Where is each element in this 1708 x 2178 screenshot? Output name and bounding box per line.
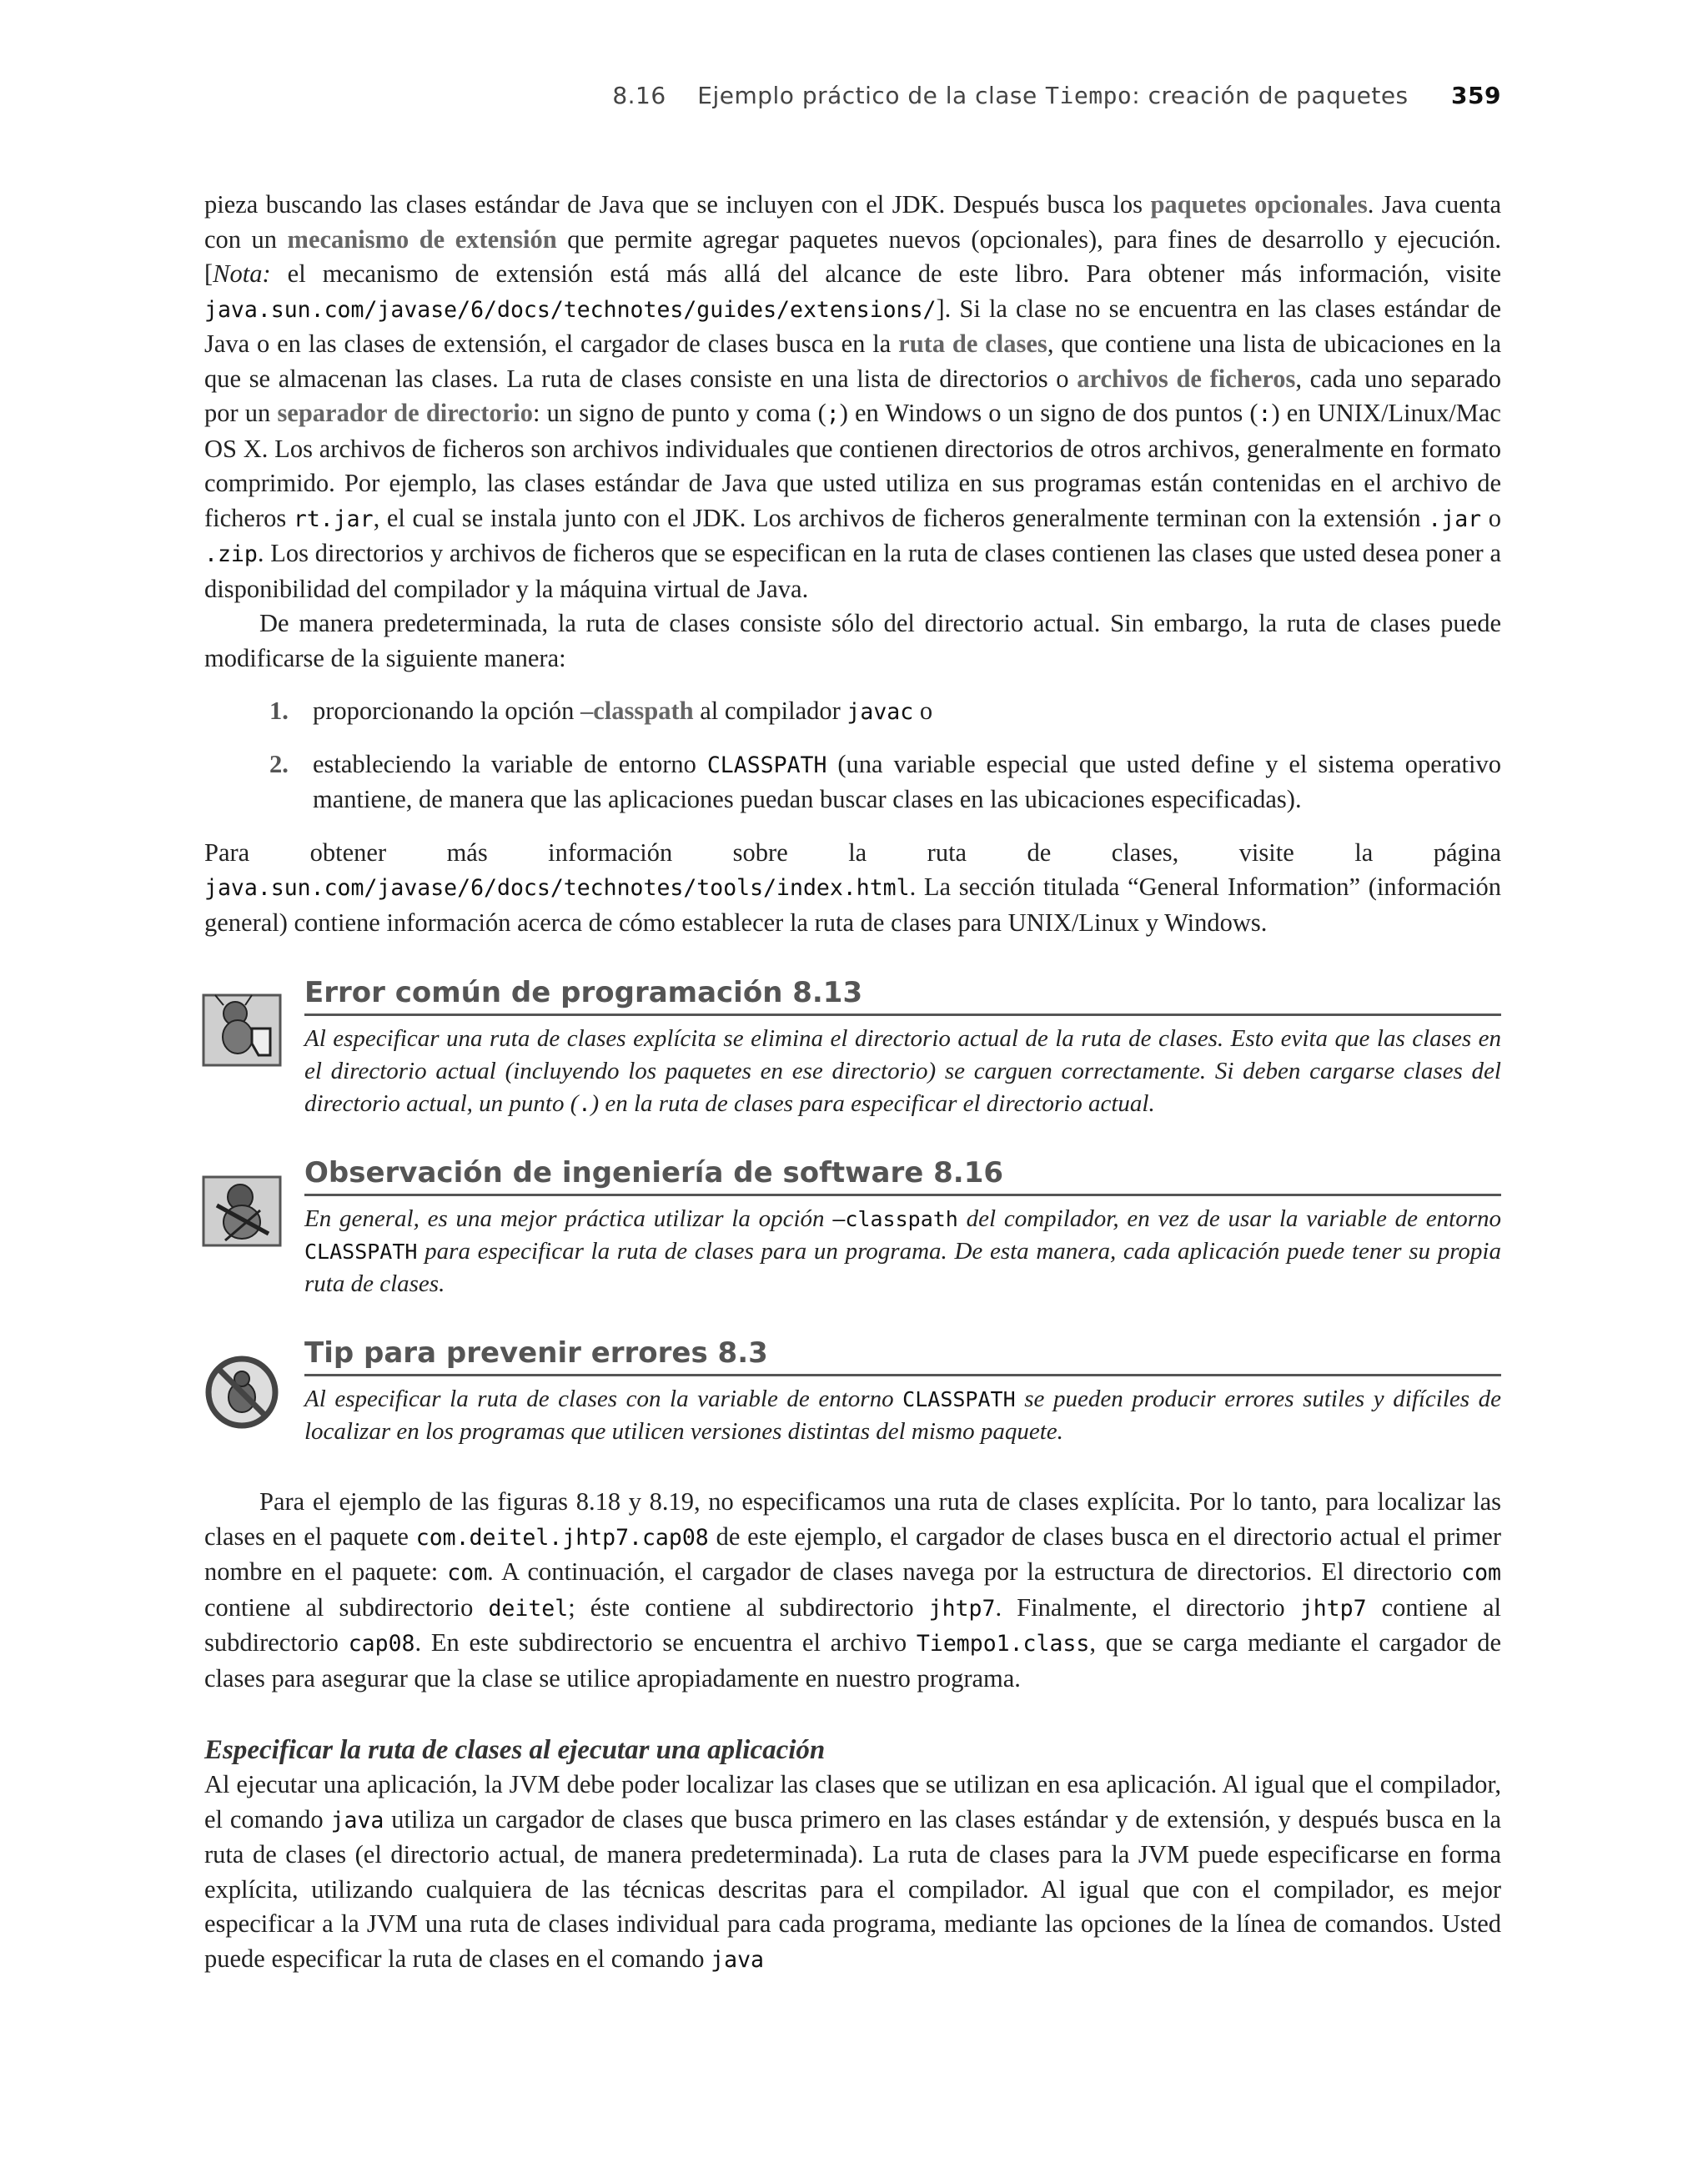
paragraph-5 [204,1768,1501,1977]
text-run: Para el ejemplo de las figuras 8.18 y 8.19, no especificamos una ruta de clases explícita. Por lo tanto, para localizar las clases en el paquete [204,1487,1501,1551]
steps-list [204,694,1501,817]
list-number: 1. [269,697,289,725]
text-run: ) en la ruta de clases para especificar el directorio actual. [590,1090,1155,1117]
text-run: Al especificar la ruta de clases con la variable de entorno [304,1386,903,1412]
text-run: (una variable especial que usted define y el sistema operativo mantiene, de manera que las aplicaciones puedan buscar clases en las ubicaciones especificadas). [313,749,1501,813]
class-file-code: Tiempo1.class [916,1631,1090,1657]
list-item [204,747,1501,817]
dot-code: . [578,1092,591,1116]
paragraph-3 [204,836,1501,941]
no-bug-icon [200,1349,284,1432]
text-run: de este ejemplo, el cargador de clases busca en el directorio actual el primer nombre en el paquete: [204,1522,1501,1586]
classpath-env-code: CLASSPATH [902,1387,1016,1411]
header-title-post: : creación de paquetes [1132,82,1409,109]
text-run: ]. Si la clase no se encuentra en las clases estándar de Java o en las clases de extensión, el cargador de clases busca en la [204,294,1501,358]
text-run: del compilador, en vez de usar la variable de entorno [957,1205,1501,1232]
text-run: o [1481,503,1501,532]
text-run: contiene al subdirectorio [204,1592,1501,1657]
bug-thumbs-down-icon [200,988,284,1072]
header-title-pre: Ejemplo práctico de la clase [697,82,1037,109]
classpath-env-code: CLASSPATH [706,752,827,778]
header-title-code: Tiempo [1045,82,1133,109]
text-run: . A continuación, el cargador de clases navega por la estructura de directorios. El directorio [487,1557,1462,1586]
text-run: ; éste contiene al subdirectorio [568,1592,929,1622]
tip-text [304,1203,1501,1300]
jhtp7-code: jhtp7 [1299,1595,1367,1622]
text-run: al compilador [693,697,847,725]
text-run: el mecanismo de extensión está más allá del alcance de este libro. Para obtener más información, visite [270,259,1501,288]
text-run: Al ejecutar una aplicación, la JVM debe poder localizar las clases que se utilizan en esa aplicación. Al igual que el compilador, el comando [204,1770,1501,1833]
com-code: com [447,1560,488,1586]
text-run: . En este subdirectorio se encuentra el archivo [414,1628,917,1657]
jhtp7-code: jhtp7 [928,1595,996,1622]
bug-builder-icon [200,1169,284,1252]
semicolon-code: ; [826,401,840,427]
running-header [612,82,1501,118]
text-run: . Finalmente, el directorio [995,1592,1300,1622]
zip-ext-code: .zip [204,541,258,567]
java-command-code: java [330,1807,384,1833]
text-run: En general, es una mejor práctica utilizar la opción [304,1205,833,1232]
text-run: o [913,697,933,725]
extensions-url: java.sun.com/javase/6/docs/technotes/guides/extensions/ [204,296,937,323]
text-run: . Java cuenta con un [204,190,1502,254]
text-run: Al especificar una ruta de clases explícita se elimina el directorio actual de la ruta de clases. Esto evita que las clases en el directorio actual (incluyendo los paquetes en ese directorio) se carguen correctamente. Si deben cargarse clases del directorio actual, un punto ( [304,1025,1501,1117]
text-run: que permite agregar paquetes nuevos (opcionales), para fines de desarrollo y ejecución. [ [204,224,1501,288]
java-command-code: java [711,1946,764,1973]
tip-title: Tip para prevenir errores 8.3 [304,1334,1501,1376]
paragraph-1 [204,188,1501,606]
page-number: 359 [1451,82,1501,109]
tip-text [304,1383,1501,1448]
tip-box [204,1154,1501,1300]
jar-ext-code: .jar [1428,506,1482,532]
cap08-code: cap08 [348,1631,415,1657]
section-subheading: Especificar la ruta de clases al ejecutar una aplicación [204,1735,826,1765]
nota-label: Nota: [213,259,271,288]
main-text [204,188,1501,1977]
paragraph-4 [204,1485,1501,1696]
text-run: , el cual se instala junto con el JDK. Los archivos de ficheros generalmente terminan con la extensión [373,503,1429,532]
tools-url: java.sun.com/javase/6/docs/technotes/tools/index.html [204,875,910,901]
text-run: ) en Windows o un signo de dos puntos ( [839,399,1258,427]
text-run: contiene al subdirectorio [204,1592,489,1622]
text-run: para especificar la ruta de clases para un programa. De esta manera, cada aplicación puede tener su propia ruta de clases. [304,1238,1501,1297]
rt-jar-code: rt.jar [293,506,374,532]
colon-code: : [1258,401,1272,427]
text-run: . La sección titulada “General Information” (información general) contiene información acerca de cómo establecer la ruta de clases para UNIX/Linux y Windows. [204,873,1501,937]
term-separador-directorio: separador de directorio [277,399,533,427]
text-run: ) en UNIX/Linux/Mac OS X. Los archivos de ficheros son archivos individuales que contienen directorios de otros archivos, generalmente en formato comprimido. Por ejemplo, las clases estándar de Java que usted utiliza en sus programas están contenidas en el archivo de ficheros [204,399,1501,532]
javac-code: javac [846,699,914,725]
classpath-option-code: –classpath [832,1207,958,1231]
com-code: com [1461,1560,1501,1586]
list-number: 2. [269,749,289,778]
text-run: estableciendo la variable de entorno [313,749,707,778]
tip-text [304,1023,1501,1120]
text-run: , que contiene una lista de ubicaciones en la que se almacenan las clases. La ruta de clases consiste en una lista de directorios o [204,329,1502,393]
paragraph-2: De manera predeterminada, la ruta de clases consiste sólo del directorio actual. Sin embargo, la ruta de clases puede modificarse de la siguiente manera: [204,609,1501,672]
text-run: : un signo de punto y coma ( [532,399,826,427]
classpath-env-code: CLASSPATH [304,1240,418,1264]
term-archivos-de-ficheros: archivos de ficheros [1077,364,1296,393]
text-run: , que se carga mediante el cargador de clases para asegurar que la clase se utilice apropiadamente en nuestro programa. [204,1628,1501,1693]
term-mecanismo-extension: mecanismo de extensión [287,224,557,254]
package-code: com.deitel.jhtp7.cap08 [415,1524,709,1551]
list-item [204,694,1501,730]
text-run: proporcionando la opción [313,697,581,725]
text-run: Para obtener más información sobre la ruta de clases, visite la página [204,837,1501,867]
tip-title: Observación de ingeniería de software 8.16 [304,1154,1501,1196]
text-run: , cada uno separado por un [204,364,1501,427]
classpath-option: –classpath [580,697,694,725]
tip-box [204,973,1501,1120]
term-paquetes-opcionales: paquetes opcionales [1150,190,1368,219]
tip-box [204,1334,1501,1448]
text-run: pieza buscando las clases estándar de Java que se incluyen con el JDK. Después busca los [204,190,1151,219]
text-run: utiliza un cargador de clases que busca primero en las clases estándar y de extensión, y después busca en la ruta de clases (el directorio actual, de manera predeterminada). La ruta de clases para la JVM puede especificarse en forma explícita, utilizando cualquiera de las técnicas descritas para el compilador. Al igual que con el compilador, es mejor especificar a la JVM una ruta de clases individual para cada programa, mediante las opciones de la línea de comandos. Usted puede especificar la ruta de clases en el comando [204,1804,1502,1973]
section-number: 8.16 [612,82,666,109]
term-ruta-de-clases: ruta de clases [898,329,1047,358]
tip-title: Error común de programación 8.13 [304,973,1501,1016]
text-run: . Los directorios y archivos de ficheros que se especifican en la ruta de clases contienen las clases que usted desea poner a disponibilidad del compilador y la máquina virtual de Java. [204,539,1501,603]
text-run: se pueden producir errores sutiles y difíciles de localizar en los programas que utilicen versiones distintas del mismo paquete. [304,1386,1501,1445]
deitel-code: deitel [488,1595,569,1622]
